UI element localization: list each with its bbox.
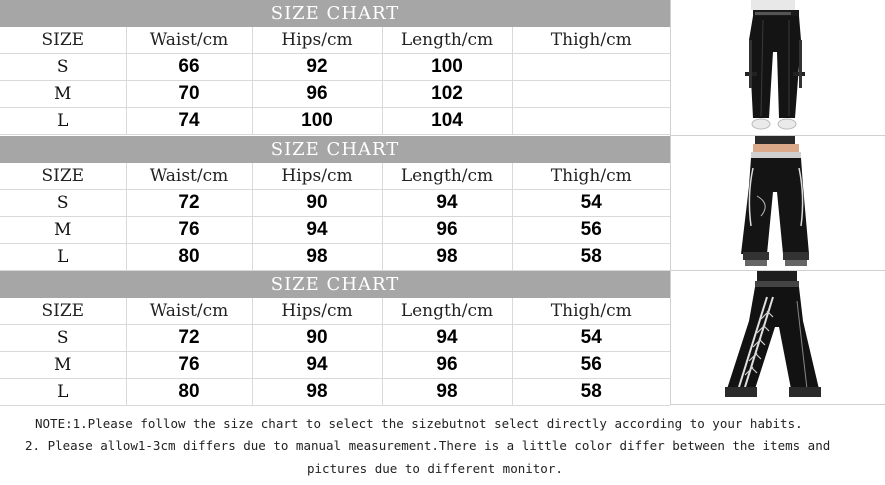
header-waist: Waist/cm bbox=[126, 27, 252, 54]
header-length: Length/cm bbox=[382, 298, 512, 325]
table-row bbox=[0, 217, 670, 244]
cell-waist: 70 bbox=[126, 81, 252, 108]
cell-size: M bbox=[0, 81, 126, 108]
cell-hips: 90 bbox=[252, 190, 382, 217]
table-header-row bbox=[0, 27, 670, 54]
table-row bbox=[0, 108, 670, 135]
header-size: SIZE bbox=[0, 298, 126, 325]
cell-thigh: 58 bbox=[512, 379, 670, 406]
note-line-3: pictures due to different monitor. bbox=[307, 461, 563, 476]
cell-thigh: 54 bbox=[512, 190, 670, 217]
cell-length: 98 bbox=[382, 379, 512, 406]
pants-model-image bbox=[671, 136, 885, 270]
size-table bbox=[0, 163, 670, 271]
table-row bbox=[0, 352, 670, 379]
table-row bbox=[0, 81, 670, 108]
pants-model-image bbox=[671, 0, 885, 135]
product-photo-1 bbox=[670, 0, 885, 136]
cell-hips: 94 bbox=[252, 217, 382, 244]
header-length: Length/cm bbox=[382, 27, 512, 54]
cell-size: L bbox=[0, 379, 126, 406]
header-waist: Waist/cm bbox=[126, 163, 252, 190]
cell-hips: 92 bbox=[252, 54, 382, 81]
product-photo-3 bbox=[670, 271, 885, 405]
cell-length: 96 bbox=[382, 352, 512, 379]
header-size: SIZE bbox=[0, 163, 126, 190]
cell-length: 104 bbox=[382, 108, 512, 135]
cell-size: M bbox=[0, 217, 126, 244]
cell-size: L bbox=[0, 108, 126, 135]
cell-hips: 98 bbox=[252, 379, 382, 406]
cell-size: S bbox=[0, 190, 126, 217]
cell-waist: 76 bbox=[126, 217, 252, 244]
size-chart-2 bbox=[0, 136, 670, 271]
chart-title: SIZE CHART bbox=[0, 136, 670, 163]
cell-size: S bbox=[0, 325, 126, 352]
cell-size: M bbox=[0, 352, 126, 379]
table-row bbox=[0, 54, 670, 81]
cell-length: 96 bbox=[382, 217, 512, 244]
cell-hips: 94 bbox=[252, 352, 382, 379]
cell-waist: 80 bbox=[126, 379, 252, 406]
note-line-2: 2. Please allow1-3cm differs due to manual measurement.There is a little color differ between the items and bbox=[25, 438, 831, 453]
table-row bbox=[0, 190, 670, 217]
cell-length: 100 bbox=[382, 54, 512, 81]
cell-thigh bbox=[512, 108, 670, 135]
cell-thigh bbox=[512, 81, 670, 108]
header-thigh: Thigh/cm bbox=[512, 27, 670, 54]
note-line-1: NOTE:1.Please follow the size chart to select the sizebutnot select directly according to your habits. bbox=[35, 416, 803, 431]
cell-hips: 100 bbox=[252, 108, 382, 135]
pants-model-image bbox=[671, 271, 885, 404]
cell-waist: 72 bbox=[126, 190, 252, 217]
header-hips: Hips/cm bbox=[252, 298, 382, 325]
table-header-row bbox=[0, 298, 670, 325]
cell-hips: 98 bbox=[252, 244, 382, 271]
cell-thigh: 56 bbox=[512, 217, 670, 244]
cell-thigh: 58 bbox=[512, 244, 670, 271]
cell-hips: 96 bbox=[252, 81, 382, 108]
cell-waist: 80 bbox=[126, 244, 252, 271]
product-photo-2 bbox=[670, 136, 885, 271]
cell-hips: 90 bbox=[252, 325, 382, 352]
table-header-row bbox=[0, 163, 670, 190]
header-thigh: Thigh/cm bbox=[512, 298, 670, 325]
header-waist: Waist/cm bbox=[126, 298, 252, 325]
chart-title: SIZE CHART bbox=[0, 0, 670, 27]
size-chart-1 bbox=[0, 0, 670, 135]
header-size: SIZE bbox=[0, 27, 126, 54]
size-notes bbox=[0, 405, 885, 485]
cell-waist: 72 bbox=[126, 325, 252, 352]
cell-waist: 66 bbox=[126, 54, 252, 81]
cell-thigh bbox=[512, 54, 670, 81]
cell-length: 94 bbox=[382, 325, 512, 352]
cell-length: 98 bbox=[382, 244, 512, 271]
cell-thigh: 54 bbox=[512, 325, 670, 352]
cell-size: S bbox=[0, 54, 126, 81]
cell-waist: 74 bbox=[126, 108, 252, 135]
cell-waist: 76 bbox=[126, 352, 252, 379]
size-table bbox=[0, 27, 670, 135]
cell-length: 94 bbox=[382, 190, 512, 217]
header-length: Length/cm bbox=[382, 163, 512, 190]
header-hips: Hips/cm bbox=[252, 27, 382, 54]
table-row bbox=[0, 379, 670, 406]
header-hips: Hips/cm bbox=[252, 163, 382, 190]
table-row bbox=[0, 244, 670, 271]
size-table bbox=[0, 298, 670, 406]
cell-size: L bbox=[0, 244, 126, 271]
cell-length: 102 bbox=[382, 81, 512, 108]
chart-title: SIZE CHART bbox=[0, 271, 670, 298]
header-thigh: Thigh/cm bbox=[512, 163, 670, 190]
table-row bbox=[0, 325, 670, 352]
cell-thigh: 56 bbox=[512, 352, 670, 379]
size-chart-3 bbox=[0, 271, 670, 406]
